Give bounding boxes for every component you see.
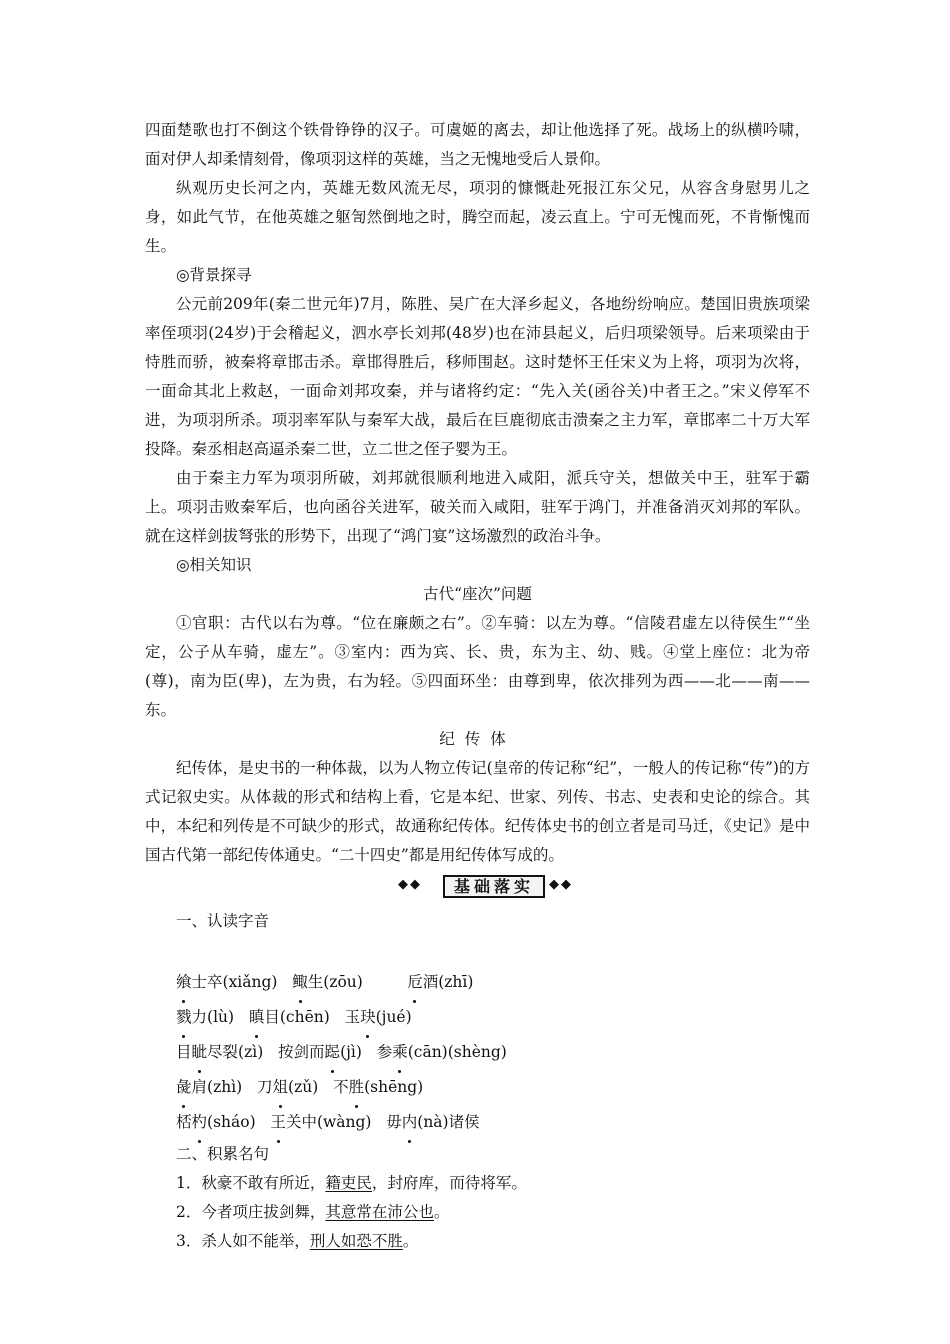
quote-answer: 籍吏民 — [325, 1174, 372, 1192]
item-prefix: 桮 — [176, 1113, 192, 1131]
emphasized-character: 瞋 — [249, 1000, 265, 1035]
pronunciation-item — [176, 1035, 263, 1070]
pronunciation-item — [176, 1105, 256, 1140]
diamond-decoration-left: ◆◆ — [398, 877, 422, 892]
seat-order-title: 古代“座次”问题 — [423, 585, 532, 603]
item-suffix: 生(zōu) — [307, 973, 363, 991]
item-prefix: 按剑而 — [278, 1043, 325, 1061]
pronunciation-row — [145, 1105, 810, 1140]
item-prefix: 目 — [176, 1043, 192, 1061]
item-suffix: 力(lù) — [191, 1008, 235, 1026]
background-heading: ◎背景探寻 — [176, 266, 252, 284]
pronunciation-row — [145, 965, 810, 1000]
quote-list — [145, 1169, 810, 1256]
document-body — [145, 116, 810, 1256]
pronunciation-item — [407, 965, 473, 1000]
item-prefix: 玉 — [344, 1008, 361, 1026]
emphasized-character: 跽 — [325, 1035, 341, 1070]
item-suffix: (jì) — [340, 1043, 362, 1061]
intro-paragraph-end: 四面楚歌也打不倒这个铁骨铮铮的汉子。可虞姬的离去，却让他选择了死。战场上的纵横吟啸，面对伊人却柔情刻骨，像项羽这样的英雄，当之无愧地受后人景仰。 — [145, 121, 810, 168]
item-suffix: 尽裂(zì) — [207, 1043, 264, 1061]
pronunciation-item — [278, 1035, 362, 1070]
emphasized-character: 鲰 — [292, 965, 308, 1000]
item-suffix: (nà)诸侯 — [417, 1113, 480, 1131]
item-prefix: 毋 — [386, 1113, 402, 1131]
item-suffix: (jué) — [375, 1008, 412, 1026]
quote-text: 今者项庄拔剑舞， — [201, 1203, 326, 1221]
quote-number: 2． — [176, 1203, 202, 1221]
emphasized-character: 卮 — [407, 965, 423, 1000]
quote-number: 3． — [176, 1232, 202, 1250]
section-1-heading: 一、认读字音 — [176, 912, 270, 930]
quote-answer: 其意常在沛公也 — [325, 1203, 434, 1221]
pronunciation-item — [270, 1105, 371, 1140]
item-suffix: (cān)(shèng) — [407, 1043, 507, 1061]
quote-answer: 刑人如恐不胜 — [309, 1232, 403, 1250]
item-suffix: 士卒(xiǎng) — [191, 973, 278, 991]
item-suffix: (zǔ) — [288, 1078, 319, 1096]
pronunciation-row — [145, 1035, 810, 1070]
emphasized-character: 胜 — [349, 1070, 365, 1105]
emphasized-character: 飨 — [176, 965, 192, 1000]
banner-label: 基础落实 — [443, 875, 545, 898]
pronunciation-item — [345, 1000, 412, 1035]
emphasized-character: 俎 — [273, 1070, 289, 1105]
diamond-decoration-right: ◆◆ — [549, 877, 573, 892]
emphasized-character: 玦 — [360, 1000, 376, 1035]
pronunciation-item — [176, 1070, 242, 1105]
pronunciation-item — [176, 1000, 234, 1035]
item-suffix: 酒(zhī) — [422, 973, 474, 991]
emphasized-character: 乘 — [392, 1035, 408, 1070]
pronunciation-item — [386, 1105, 479, 1140]
item-suffix: 肩(zhì) — [191, 1078, 243, 1096]
pronunciation-item — [377, 1035, 507, 1070]
pronunciation-row — [145, 1000, 810, 1035]
emphasized-character: 戮 — [176, 1000, 192, 1035]
item-prefix: 刀 — [257, 1078, 273, 1096]
spacer — [145, 936, 810, 965]
emphasized-character: 眦 — [192, 1035, 208, 1070]
biography-style-title: 纪传体 — [439, 730, 516, 748]
background-paragraph-2: 由于秦主力军为项羽所破，刘邦就很顺利地进入咸阳，派兵守关，想做关中王，驻军于霸上。项羽击败秦军后，也向函谷关进军，破关而入咸阳，驻军于鸿门，并准备消灭刘邦的军队。就在这样剑拔弩张的形势下，出现了“鸿门宴”这场激烈的政治斗争。 — [145, 469, 810, 545]
seat-order-paragraph: ①官职：古代以右为尊。“位在廉颇之右”。②车骑：以左为尊。“信陵君虚左以待侯生”“坐定，公子从车骑，虚左”。③室内：西为宾、长、贵，东为主、幼、贱。④堂上座位：北为帝(尊)，南为臣(卑)，左为贵，右为轻。⑤四面环坐：由尊到卑，依次排列为西——北——南——东。 — [145, 614, 810, 719]
item-prefix: 不 — [333, 1078, 349, 1096]
pronunciation-item — [257, 1070, 318, 1105]
pronunciation-row — [145, 1070, 810, 1105]
item-prefix: 参 — [376, 1043, 393, 1061]
quote-text-end: 。 — [402, 1232, 419, 1250]
quote-item — [145, 1169, 810, 1198]
quote-item — [145, 1227, 810, 1256]
emphasized-character: 彘 — [176, 1070, 192, 1105]
item-suffix: (sháo) — [207, 1113, 256, 1131]
quote-number: 1． — [176, 1174, 202, 1192]
biography-style-paragraph: 纪传体，是史书的一种体裁，以为人物立传记(皇帝的传记称“纪”，一般人的传记称“传”)的方式记叙史实。从体裁的形式和结构上看，它是本纪、世家、列传、书志、史表和史论的综合。其中，本纪和列传是不可缺少的形式，故通称纪传体。纪传体史书的创立者是司马迁，《史记》是中国古代第一部纪传体通史。“二十四史”都是用纪传体写成的。 — [145, 759, 810, 864]
quote-text-end: ，封府库，而待将军。 — [371, 1174, 527, 1192]
emphasized-character: 杓 — [192, 1105, 208, 1140]
emphasized-character: 内 — [402, 1105, 418, 1140]
pronunciation-item — [333, 1070, 423, 1105]
quote-item — [145, 1198, 810, 1227]
item-suffix: 目(chēn) — [264, 1008, 330, 1026]
pronunciation-item — [292, 965, 363, 1000]
emphasized-character: 王 — [270, 1105, 286, 1140]
quote-text-end: 。 — [433, 1203, 450, 1221]
history-paragraph: 纵观历史长河之内，英雄无数风流无尽，项羽的慷慨赴死报江东父兄，从容含身慰男儿之身，如此气节，在他英雄之躯訇然倒地之时，腾空而起，凌云直上。宁可无愧而死，不肯惭愧而生。 — [145, 179, 810, 255]
quote-text: 秋豪不敢有所近， — [201, 1174, 326, 1192]
item-suffix: (shēng) — [364, 1078, 424, 1096]
quote-text: 杀人如不能举， — [201, 1232, 310, 1250]
item-suffix: 关中(wàng) — [285, 1113, 372, 1131]
section-2-heading: 二、积累名句 — [176, 1145, 270, 1163]
pronunciation-item — [249, 1000, 330, 1035]
section-banner — [145, 872, 810, 903]
knowledge-heading: ◎相关知识 — [176, 556, 252, 574]
pronunciation-item — [176, 965, 277, 1000]
background-paragraph-1: 公元前209年(秦二世元年)7月，陈胜、吴广在大泽乡起义，各地纷纷响应。楚国旧贵族项梁率侄项羽(24岁)于会稽起义，泗水亭长刘邦(48岁)也在沛县起义，后归项梁领导。后来项梁由于恃胜而骄，被秦将章邯击杀。章邯得胜后，移师围赵。这时楚怀王任宋义为上将，项羽为次将，一面命其北上救赵，一面命刘邦攻秦，并与诸将约定：“先入关(函谷关)中者王之。”宋义停军不进，为项羽所杀。项羽率军队与秦军大战，最后在巨鹿彻底击溃秦之主力军，章邯率二十万大军投降。秦丞相赵高逼杀秦二世，立二世之侄子婴为王。 — [145, 295, 810, 458]
pronunciation-list — [145, 965, 810, 1140]
